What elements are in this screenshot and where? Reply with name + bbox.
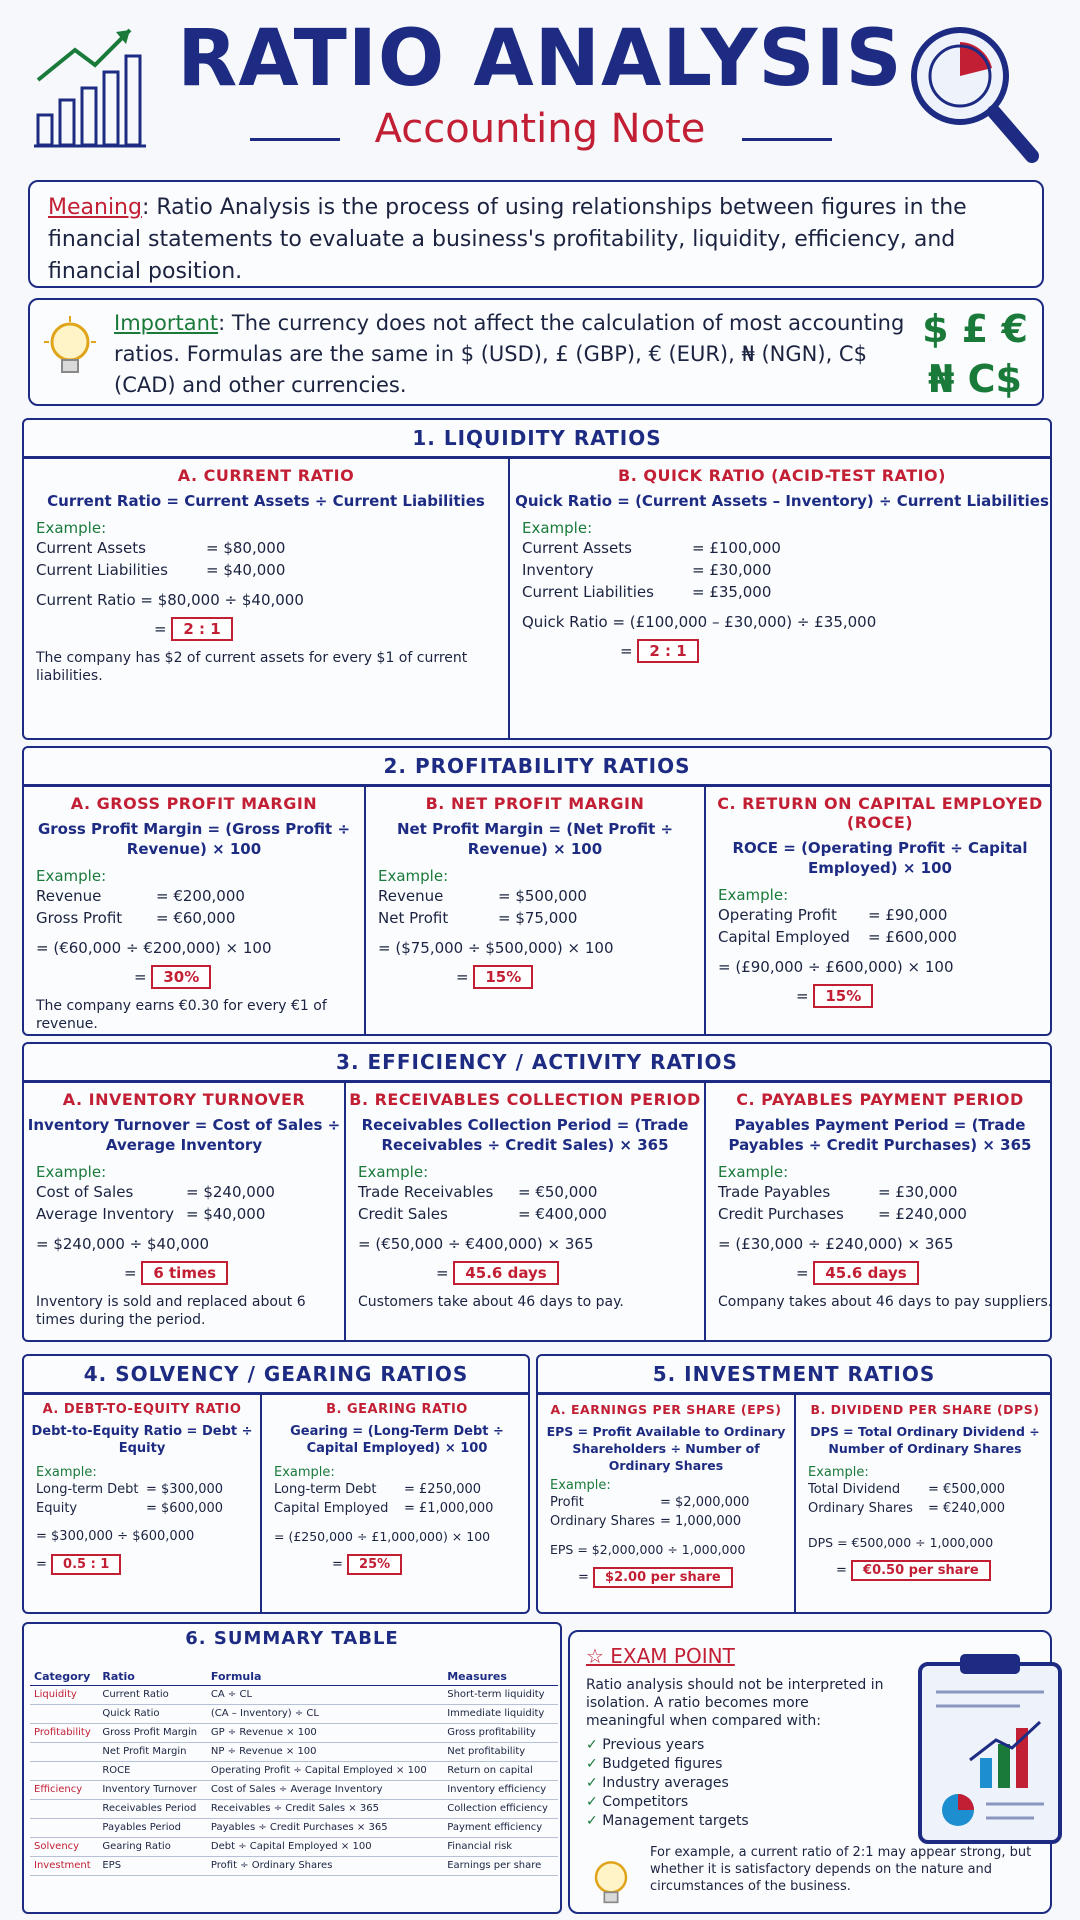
gross-margin-panel (24, 786, 364, 1034)
example-row (706, 926, 1054, 948)
row-key: Total Dividend (808, 1482, 901, 1497)
row-value: = €200,000 (156, 887, 245, 905)
row-value: = $2,000,000 (660, 1495, 750, 1510)
result-box: 25% (347, 1554, 402, 1575)
row-value: = $40,000 (206, 561, 286, 579)
column-header: Measures (443, 1668, 558, 1686)
table-cell: Gearing Ratio (98, 1838, 207, 1857)
exam-title: ☆ EXAM POINT (586, 1644, 735, 1668)
result-box: 0.5 : 1 (51, 1554, 121, 1575)
table-cell: ROCE (98, 1762, 207, 1781)
section-title: 1. LIQUIDITY RATIOS (412, 426, 662, 450)
row-key: Trade Receivables (358, 1183, 494, 1201)
example-label: Example: (36, 867, 107, 885)
meaning-box (28, 180, 1044, 288)
section-title: 3. EFFICIENCY / ACTIVITY RATIOS (336, 1050, 738, 1074)
result-line: = 2 : 1 (510, 639, 1054, 663)
exam-text: Ratio analysis should not be interpreted in isolation. A ratio becomes more meaningful when compared with: (586, 1677, 884, 1729)
example-row (24, 885, 364, 907)
table-row (30, 1762, 558, 1781)
result-line: = 15% (706, 984, 1054, 1008)
calculation: = (£250,000 ÷ £1,000,000) × 100 (274, 1529, 491, 1544)
result-box: 2 : 1 (171, 617, 232, 641)
example-row (24, 559, 508, 581)
row-key: Equity (36, 1501, 78, 1516)
header (0, 0, 1080, 170)
explanation-note: Inventory is sold and replaced about 6 times during the period. (36, 1294, 306, 1328)
important-label: Important (114, 311, 219, 335)
table-header-row (30, 1668, 558, 1686)
row-key: Current Liabilities (36, 561, 168, 579)
row-key: Inventory (522, 561, 594, 579)
meaning-label: Meaning (48, 195, 142, 220)
currency-symbols-line1: $ £ € (922, 307, 1028, 351)
table-cell: Return on capital (443, 1762, 558, 1781)
result-line: = 25% (262, 1554, 532, 1575)
table-cell: Current Ratio (98, 1686, 207, 1705)
table-cell: Profit ÷ Ordinary Shares (207, 1857, 443, 1876)
row-value: = £90,000 (868, 906, 948, 924)
result-line: = 45.6 days (346, 1261, 704, 1285)
result-box: 6 times (141, 1261, 228, 1285)
summary-table (30, 1668, 558, 1876)
example-label: Example: (550, 1478, 611, 1493)
ratio-formula: Payables Payment Period = (Trade Payables ÷ Credit Purchases) × 365 (728, 1116, 1032, 1154)
current-ratio-panel (24, 458, 508, 738)
example-row (366, 885, 704, 907)
table-cell: EPS (98, 1857, 207, 1876)
list-item: ✓ Budgeted figures (586, 1755, 749, 1774)
row-key: Trade Payables (718, 1183, 831, 1201)
example-label: Example: (36, 519, 107, 537)
page-title: RATIO ANALYSIS (177, 14, 903, 104)
example-label: Example: (522, 519, 593, 537)
section-title: 2. PROFITABILITY RATIOS (383, 754, 691, 778)
row-value: = $75,000 (498, 909, 578, 927)
explanation-note: Company takes about 46 days to pay suppliers. (718, 1294, 1053, 1310)
example-label: Example: (378, 867, 449, 885)
calculation: = (€60,000 ÷ €200,000) × 100 (36, 939, 272, 957)
row-key: Current Assets (36, 539, 146, 557)
list-item: ✓ Industry averages (586, 1774, 749, 1793)
row-value: = $600,000 (146, 1501, 224, 1516)
ratio-formula: Quick Ratio = (Current Assets – Inventory) ÷ Current Liabilities (515, 492, 1049, 510)
calculation: = ($75,000 ÷ $500,000) × 100 (378, 939, 614, 957)
clipboard-report-icon (900, 1648, 1080, 1848)
table-cell: Immediate liquidity (443, 1705, 558, 1724)
example-row (346, 1181, 704, 1203)
example-row (706, 904, 1054, 926)
section-efficiency (22, 1042, 1052, 1342)
example-row (796, 1499, 1054, 1518)
table-cell: Earnings per share (443, 1857, 558, 1876)
table-row (30, 1686, 558, 1705)
example-label: Example: (36, 1465, 97, 1480)
table-cell (30, 1819, 98, 1838)
table-cell (30, 1800, 98, 1819)
example-row (24, 1499, 260, 1518)
ratio-formula: ROCE = (Operating Profit ÷ Capital Employed) × 100 (732, 839, 1028, 877)
row-key: Revenue (36, 887, 102, 905)
ratio-title: A. DEBT-TO-EQUITY RATIO (42, 1402, 242, 1417)
example-row (24, 1480, 260, 1499)
row-value: = €240,000 (928, 1501, 1006, 1516)
result-line: = 45.6 days (706, 1261, 1054, 1285)
example-row (24, 537, 508, 559)
result-line: = 30% (24, 965, 364, 989)
table-row (30, 1819, 558, 1838)
section-title: 4. SOLVENCY / GEARING RATIOS (83, 1362, 469, 1386)
example-row (24, 1203, 344, 1225)
row-key: Capital Employed (274, 1501, 389, 1516)
result-line: = 0.5 : 1 (24, 1554, 260, 1575)
important-body: : The currency does not affect the calculation of most accounting ratios. Formulas are the same in $ (USD), £ (GBP), € (EUR), ₦ (NGN), C$ (CAD) and other currencies. (114, 311, 905, 397)
section-title: 5. INVESTMENT RATIOS (652, 1362, 936, 1386)
example-row (262, 1499, 532, 1518)
currency-symbols (910, 304, 1040, 404)
currency-symbols-line2: ₦ C$ (928, 357, 1022, 401)
section-summary (22, 1622, 562, 1914)
explanation-note: The company has $2 of current assets for every $1 of current liabilities. (36, 650, 468, 684)
calculation: EPS = $2,000,000 ÷ 1,000,000 (550, 1542, 746, 1557)
row-key: Net Profit (378, 909, 449, 927)
table-cell: Receivables Period (98, 1800, 207, 1819)
result-box: 2 : 1 (637, 639, 698, 663)
table-row (30, 1800, 558, 1819)
table-cell: Operating Profit ÷ Capital Employed × 100 (207, 1762, 443, 1781)
table-cell (30, 1743, 98, 1762)
row-value: = 1,000,000 (660, 1514, 742, 1529)
debt-equity-panel (24, 1394, 260, 1612)
table-row (30, 1857, 558, 1876)
receivables-panel (344, 1082, 704, 1340)
row-value: = £240,000 (878, 1205, 967, 1223)
row-key: Profit (550, 1495, 584, 1510)
table-cell: Solvency (30, 1838, 98, 1857)
inventory-turnover-panel (24, 1082, 344, 1340)
table-cell: Inventory Turnover (98, 1781, 207, 1800)
table-cell: Cost of Sales ÷ Average Inventory (207, 1781, 443, 1800)
ratio-title: C. RETURN ON CAPITAL EMPLOYED (ROCE) (717, 794, 1043, 832)
result-box: 45.6 days (813, 1261, 918, 1285)
ratio-formula: Current Ratio = Current Assets ÷ Current Liabilities (47, 492, 485, 510)
eps-panel (538, 1394, 794, 1612)
ratio-formula: Net Profit Margin = (Net Profit ÷ Revenue) × 100 (396, 820, 674, 858)
important-box (28, 298, 1044, 406)
ratio-title: C. PAYABLES PAYMENT PERIOD (736, 1090, 1024, 1109)
lightbulb-icon (584, 1854, 638, 1914)
example-row (706, 1181, 1054, 1203)
exam-footnote: For example, a current ratio of 2:1 may appear strong, but whether it is satisfactory depends on the nature and circumstances of the business. (650, 1845, 1032, 1894)
net-margin-panel (364, 786, 704, 1034)
row-value: = £35,000 (692, 583, 772, 601)
column-header: Formula (207, 1668, 443, 1686)
section-liquidity (22, 418, 1052, 740)
example-label: Example: (718, 1163, 789, 1181)
example-row (510, 581, 1054, 603)
result-box: €0.50 per share (851, 1560, 991, 1581)
table-cell: Short-term liquidity (443, 1686, 558, 1705)
roce-panel (704, 786, 1054, 1034)
result-line: = 6 times (24, 1261, 344, 1285)
table-cell: Gross Profit Margin (98, 1724, 207, 1743)
result-box: 15% (813, 984, 873, 1008)
column-header: Category (30, 1668, 98, 1686)
row-key: Operating Profit (718, 906, 837, 924)
explanation-note: Customers take about 46 days to pay. (358, 1294, 624, 1310)
table-cell: Debt ÷ Capital Employed × 100 (207, 1838, 443, 1857)
important-text (114, 308, 914, 401)
example-row (262, 1480, 532, 1499)
row-key: Current Liabilities (522, 583, 654, 601)
table-cell: Financial risk (443, 1838, 558, 1857)
table-cell: (CA – Inventory) ÷ CL (207, 1705, 443, 1724)
example-label: Example: (718, 886, 789, 904)
ratio-formula: Gross Profit Margin = (Gross Profit ÷ Revenue) × 100 (37, 820, 351, 858)
row-key: Credit Sales (358, 1205, 448, 1223)
ratio-title: A. INVENTORY TURNOVER (62, 1090, 306, 1109)
magnifier-pie-icon (900, 18, 1040, 168)
list-item: ✓ Previous years (586, 1736, 749, 1755)
ratio-formula: Debt-to-Equity Ratio = Debt ÷ Equity (31, 1424, 253, 1456)
calculation: = $300,000 ÷ $600,000 (36, 1529, 195, 1544)
table-cell: Quick Ratio (98, 1705, 207, 1724)
example-label: Example: (274, 1465, 335, 1480)
row-value: = £250,000 (404, 1482, 482, 1497)
ratio-title: A. EARNINGS PER SHARE (EPS) (550, 1402, 782, 1417)
row-key: Cost of Sales (36, 1183, 134, 1201)
example-row (510, 537, 1054, 559)
row-key: Ordinary Shares (550, 1514, 655, 1529)
ratio-formula: EPS = Profit Available to Ordinary Shareholders ÷ Number of Ordinary Shares (546, 1424, 786, 1473)
example-row (346, 1203, 704, 1225)
table-cell: GP ÷ Revenue × 100 (207, 1724, 443, 1743)
page-subtitle: Accounting Note (374, 106, 706, 152)
summary-table-body (30, 1686, 558, 1876)
meaning-body: : Ratio Analysis is the process of using relationships between figures in the financial statements to evaluate a business's profitability, liquidity, efficiency, and financial position. (48, 195, 967, 284)
row-value: = £30,000 (878, 1183, 958, 1201)
calculation: = $240,000 ÷ $40,000 (36, 1235, 210, 1253)
ratio-title: B. NET PROFIT MARGIN (425, 794, 645, 813)
row-value: = €60,000 (156, 909, 236, 927)
row-key: Capital Employed (718, 928, 850, 946)
row-key: Ordinary Shares (808, 1501, 913, 1516)
meaning-text (48, 192, 1024, 288)
table-cell: Payables ÷ Credit Purchases × 365 (207, 1819, 443, 1838)
example-label: Example: (808, 1465, 869, 1480)
table-cell: Investment (30, 1857, 98, 1876)
exam-list (586, 1736, 749, 1831)
row-key: Current Assets (522, 539, 632, 557)
ratio-title: A. GROSS PROFIT MARGIN (70, 794, 318, 813)
result-box: 30% (151, 965, 211, 989)
table-row (30, 1743, 558, 1762)
quick-ratio-panel (508, 458, 1054, 738)
subtitle-rule-right (742, 138, 832, 141)
table-cell: CA ÷ CL (207, 1686, 443, 1705)
dps-panel (794, 1394, 1054, 1612)
row-value: = $40,000 (186, 1205, 266, 1223)
calculation: = (£30,000 ÷ £240,000) × 365 (718, 1235, 954, 1253)
calculation: = (£90,000 ÷ £600,000) × 100 (718, 958, 954, 976)
row-value: = €50,000 (518, 1183, 598, 1201)
table-cell: Inventory efficiency (443, 1781, 558, 1800)
example-row (538, 1493, 794, 1512)
row-key: Gross Profit (36, 909, 123, 927)
table-cell: Receivables ÷ Credit Sales × 365 (207, 1800, 443, 1819)
ratio-title: B. QUICK RATIO (ACID-TEST RATIO) (618, 466, 946, 485)
table-cell (30, 1705, 98, 1724)
column-header: Ratio (98, 1668, 207, 1686)
example-row (796, 1480, 1054, 1499)
ratio-title: B. RECEIVABLES COLLECTION PERIOD (349, 1090, 701, 1109)
list-item: ✓ Management targets (586, 1812, 749, 1831)
row-value: = £30,000 (692, 561, 772, 579)
calculation: DPS = €500,000 ÷ 1,000,000 (808, 1535, 994, 1550)
payables-panel (704, 1082, 1054, 1340)
ratio-title: B. DIVIDEND PER SHARE (DPS) (810, 1402, 1040, 1417)
row-value: = $240,000 (186, 1183, 275, 1201)
example-row (538, 1512, 794, 1531)
example-row (24, 907, 364, 929)
table-row (30, 1724, 558, 1743)
row-key: Long-term Debt (274, 1482, 377, 1497)
row-value: = €400,000 (518, 1205, 607, 1223)
row-value: = £100,000 (692, 539, 781, 557)
table-row (30, 1781, 558, 1800)
result-box: $2.00 per share (593, 1567, 733, 1588)
table-cell: Efficiency (30, 1781, 98, 1800)
explanation-note: The company earns €0.30 for every €1 of revenue. (36, 998, 327, 1032)
gearing-panel (260, 1394, 532, 1612)
table-row (30, 1838, 558, 1857)
example-row (706, 1203, 1054, 1225)
row-key: Revenue (378, 887, 444, 905)
lightbulb-icon (40, 314, 100, 386)
result-line: = 15% (366, 965, 704, 989)
example-label: Example: (358, 1163, 429, 1181)
calculation: Current Ratio = $80,000 ÷ $40,000 (36, 591, 304, 609)
table-cell: Net Profit Margin (98, 1743, 207, 1762)
row-key: Average Inventory (36, 1205, 175, 1223)
result-box: 15% (473, 965, 533, 989)
exam-point-box (568, 1630, 1052, 1914)
ratio-title: A. CURRENT RATIO (177, 466, 355, 485)
row-value: = £1,000,000 (404, 1501, 494, 1516)
table-cell: Net profitability (443, 1743, 558, 1762)
table-cell: Payment efficiency (443, 1819, 558, 1838)
section-title: 6. SUMMARY TABLE (185, 1628, 399, 1649)
calculation: = (€50,000 ÷ €400,000) × 365 (358, 1235, 594, 1253)
section-investment (536, 1354, 1052, 1614)
ratio-formula: Gearing = (Long-Term Debt ÷ Capital Employed) × 100 (290, 1424, 504, 1456)
result-box: 45.6 days (453, 1261, 558, 1285)
table-cell: Collection efficiency (443, 1800, 558, 1819)
example-row (366, 907, 704, 929)
row-key: Credit Purchases (718, 1205, 844, 1223)
ratio-formula: Inventory Turnover = Cost of Sales ÷ Average Inventory (27, 1116, 341, 1154)
section-solvency (22, 1354, 530, 1614)
table-cell: Payables Period (98, 1819, 207, 1838)
result-line: = $2.00 per share (538, 1567, 794, 1588)
result-line: = 2 : 1 (24, 617, 508, 641)
list-item: ✓ Competitors (586, 1793, 749, 1812)
table-cell (30, 1762, 98, 1781)
row-value: = £600,000 (868, 928, 957, 946)
row-value: = $500,000 (498, 887, 587, 905)
ratio-formula: DPS = Total Ordinary Dividend ÷ Number of Ordinary Shares (810, 1424, 1040, 1456)
row-value: = $300,000 (146, 1482, 224, 1497)
example-label: Example: (36, 1163, 107, 1181)
ratio-formula: Receivables Collection Period = (Trade Receivables ÷ Credit Sales) × 365 (361, 1116, 689, 1154)
table-cell: Profitability (30, 1724, 98, 1743)
row-value: = €500,000 (928, 1482, 1006, 1497)
table-cell: NP ÷ Revenue × 100 (207, 1743, 443, 1762)
ratio-title: B. GEARING RATIO (326, 1402, 468, 1417)
example-row (24, 1181, 344, 1203)
row-value: = $80,000 (206, 539, 286, 557)
table-cell: Gross profitability (443, 1724, 558, 1743)
table-row (30, 1705, 558, 1724)
result-line: = €0.50 per share (796, 1560, 1054, 1581)
row-key: Long-term Debt (36, 1482, 139, 1497)
table-cell: Liquidity (30, 1686, 98, 1705)
calculation: Quick Ratio = (£100,000 – £30,000) ÷ £35,000 (522, 613, 877, 631)
example-row (510, 559, 1054, 581)
section-profitability (22, 746, 1052, 1036)
